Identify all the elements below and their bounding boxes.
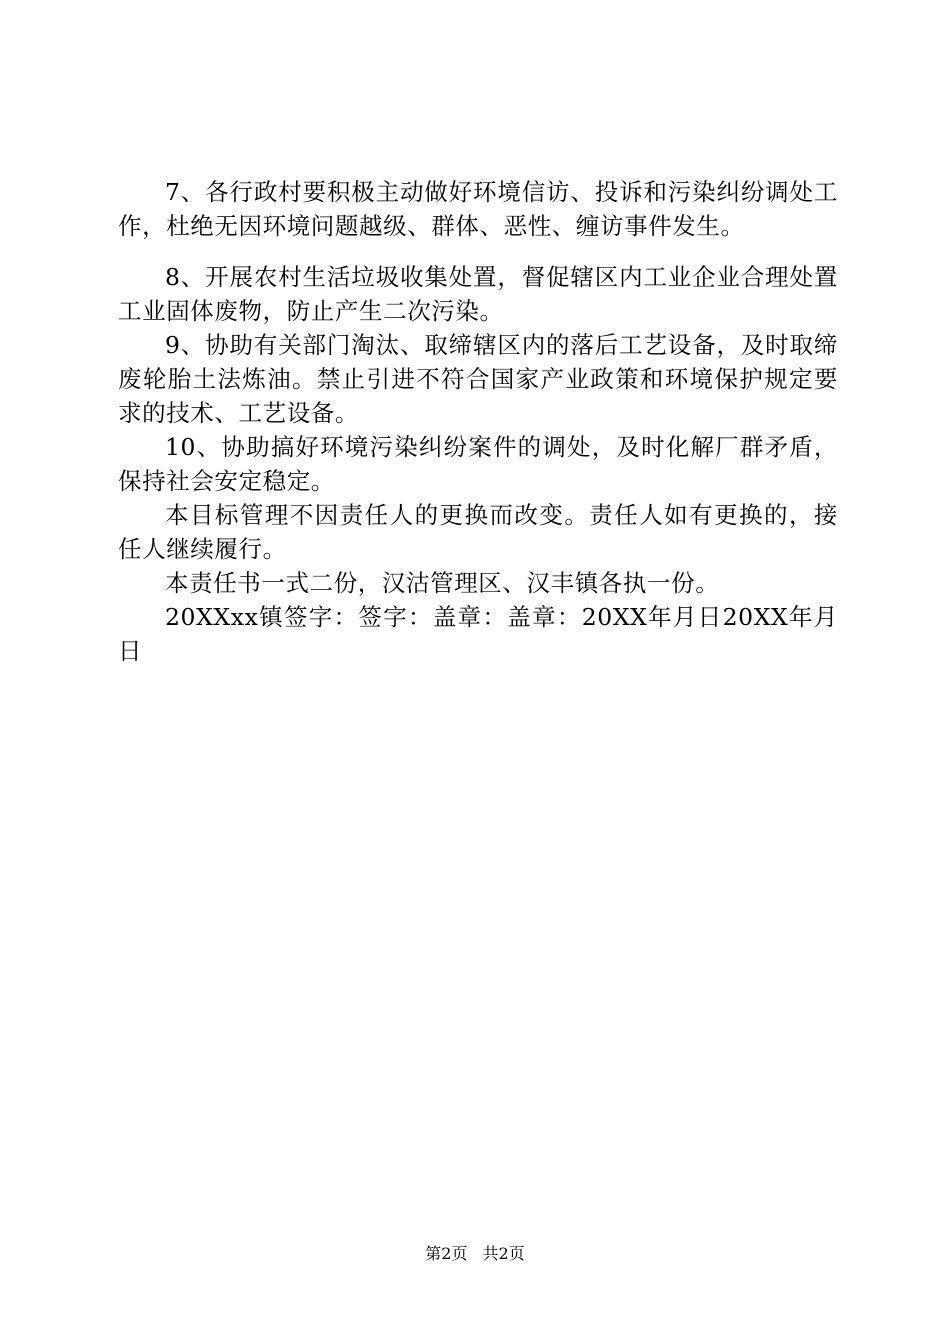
page-total: 共2页 (482, 1244, 525, 1263)
paragraph-item-9: 9、协助有关部门淘汰、取缔辖区内的落后工艺设备，及时取缔废轮胎土法炼油。禁止引进不符合国家产业政策和环境保护规定要求的技术、工艺设备。 (118, 331, 838, 427)
document-body (118, 175, 838, 668)
paragraph-item-8: 8、开展农村生活垃圾收集处置，督促辖区内工业企业合理处置工业固体废物，防止产生二次污染。 (118, 263, 838, 325)
paragraph-responsibility-change: 本目标管理不因责任人的更换而改变。责任人如有更换的，接任人继续履行。 (118, 501, 838, 563)
page-number: 第2页 (425, 1244, 468, 1263)
paragraph-signature: 20XXxx镇签字：签字：盖章：盖章：20XX年月日20XX年月日 (118, 603, 838, 665)
page-footer (0, 1243, 950, 1265)
paragraph-copies: 本责任书一式二份，汉沽管理区、汉丰镇各执一份。 (165, 569, 720, 597)
paragraph-item-7: 7、各行政村要积极主动做好环境信访、投诉和污染纠纷调处工作，杜绝无因环境问题越级、群体、恶性、缠访事件发生。 (118, 178, 838, 240)
paragraph-item-10: 10、协助搞好环境污染纠纷案件的调处，及时化解厂群矛盾，保持社会安定稳定。 (118, 433, 838, 495)
